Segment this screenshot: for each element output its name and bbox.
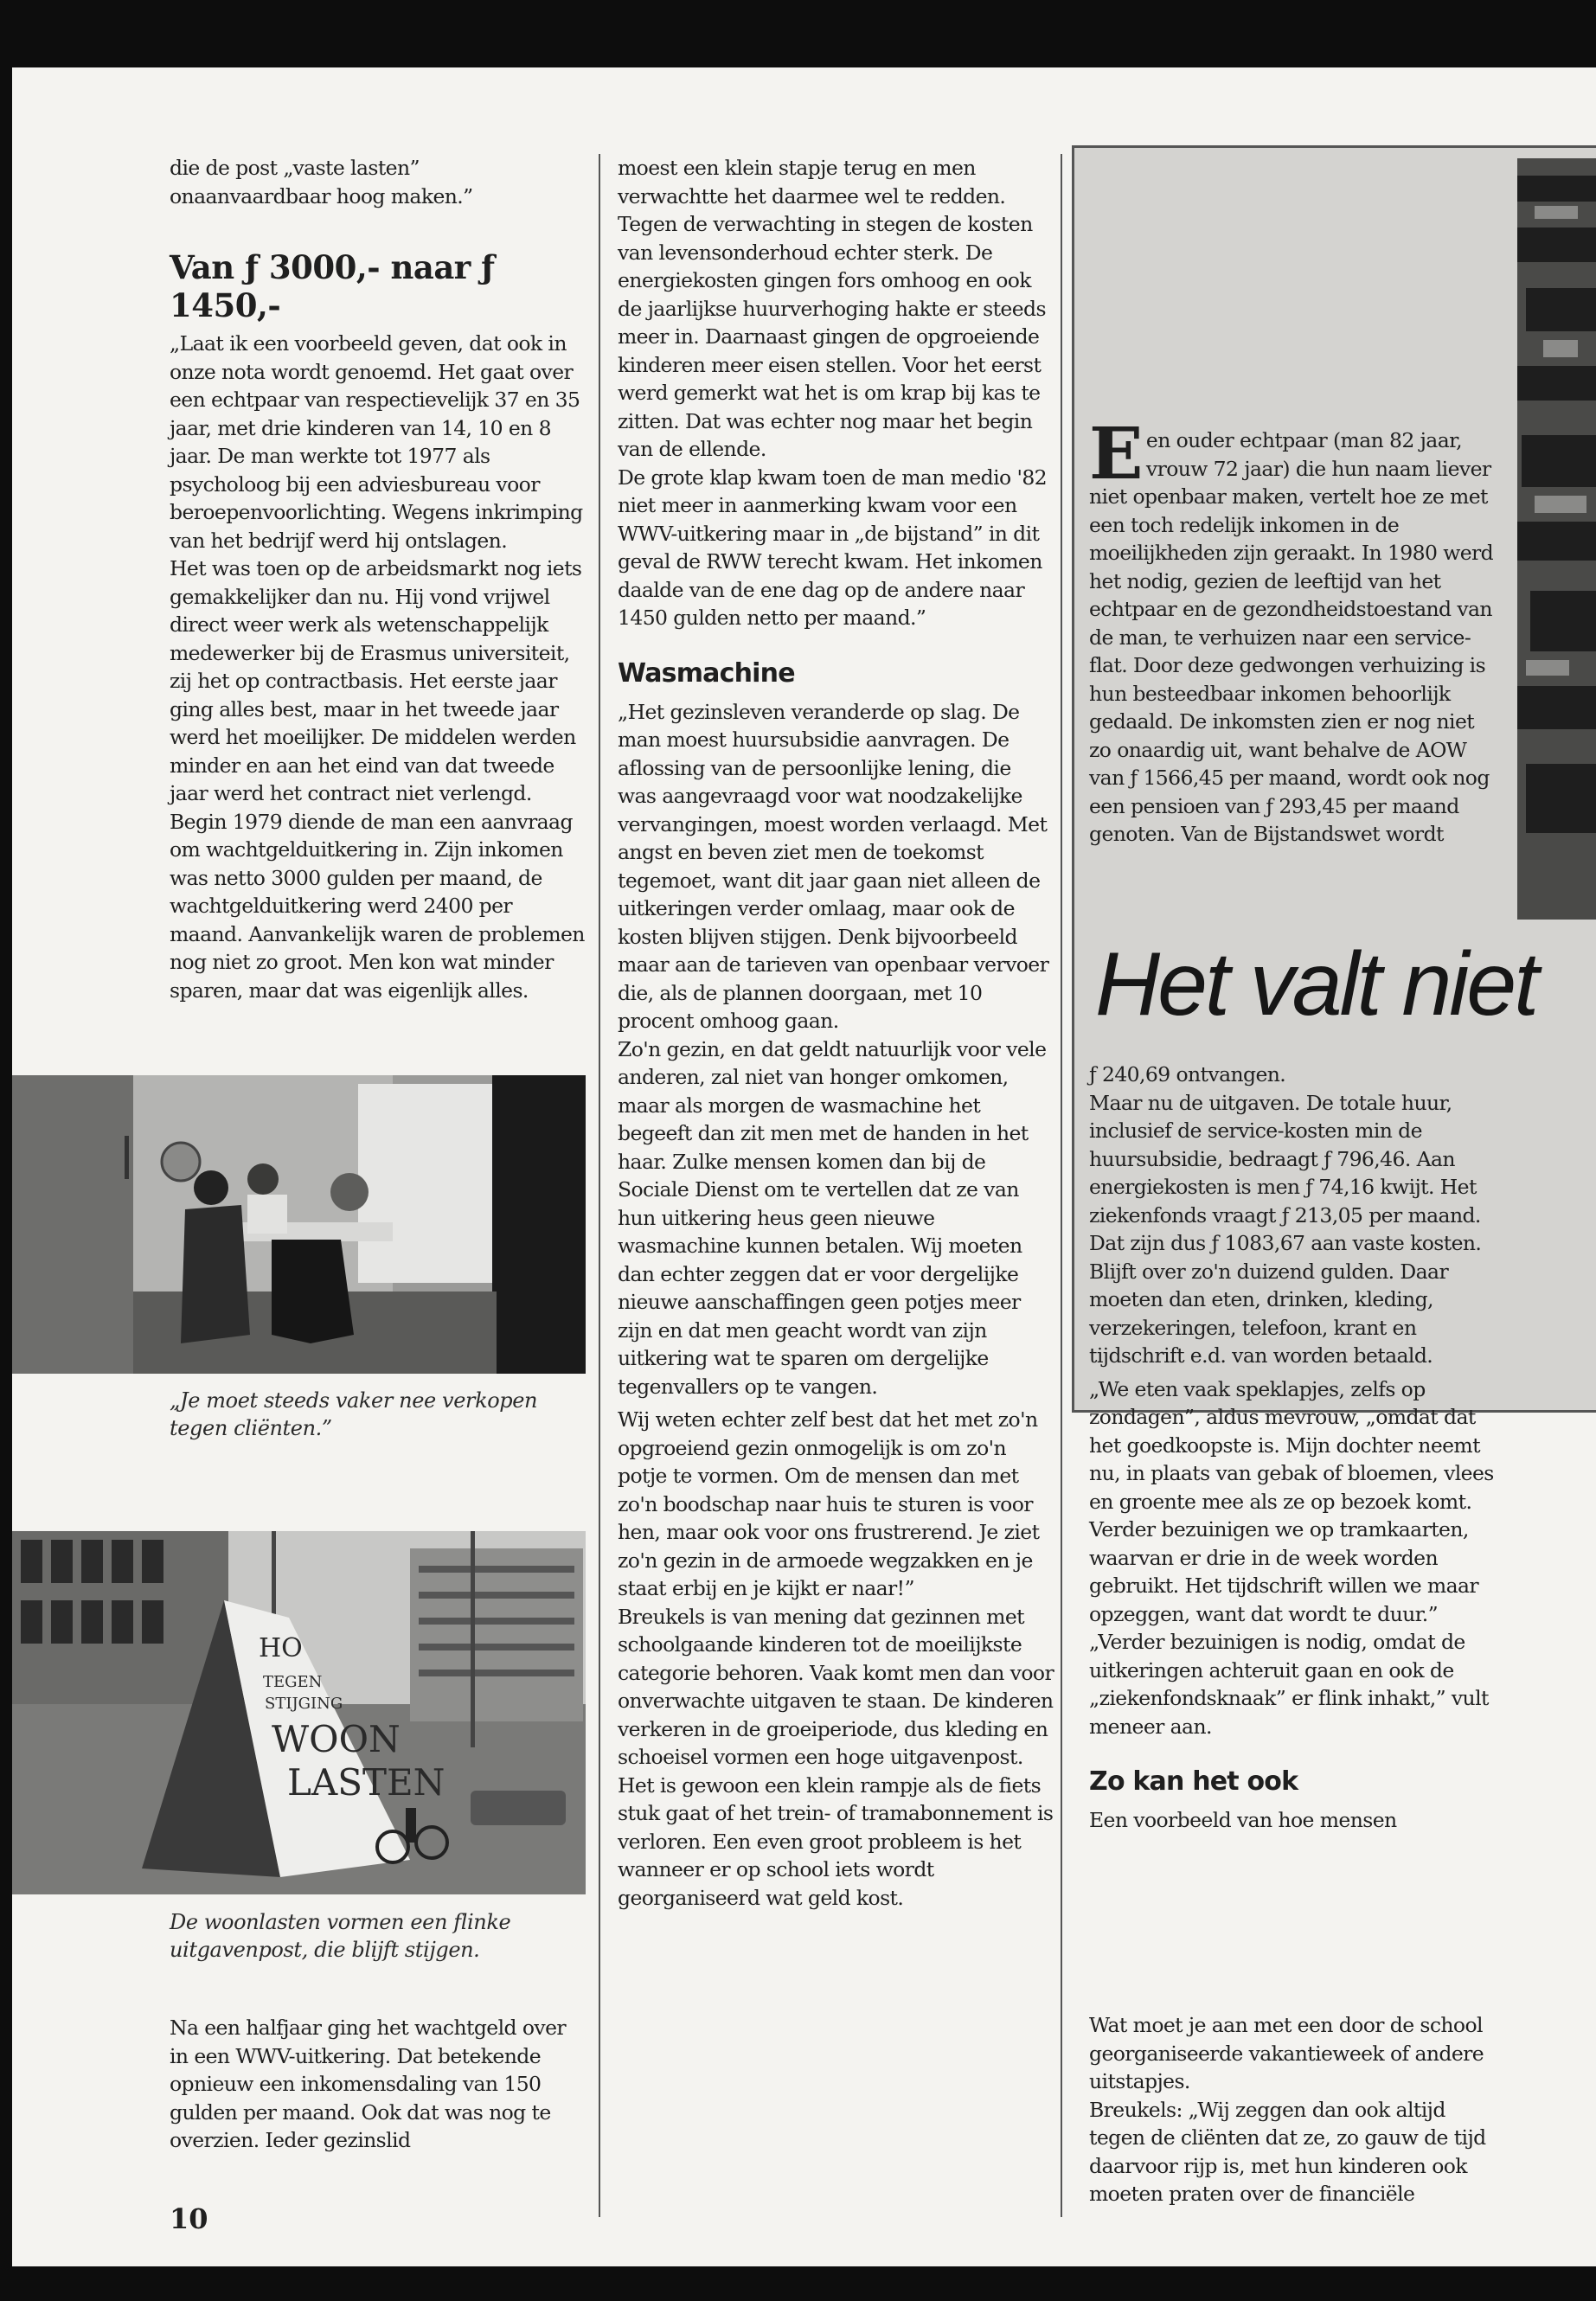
col2-paragraph-3: „Het gezinsleven veranderde op slag. De man moest huursubsidie aanvragen. De aflossing van de persoonlijke lening, die was aangevraagd voor wat noodzakelijke vervangingen, moest worden verlaagd. Met angst en beven ziet men de toekomst tegemoet, want dit jaar gaan niet alleen de uitkeringen verder omlaag, maar ook de kosten blijven stijgen. Denk bijvoorbeeld maar aan de tarieven van openbaar vervoer die, als de plannen doorgaan, met 10 procent omhoog gaan.: [618, 699, 1049, 1033]
sign-text-3: STIJGING: [265, 1695, 343, 1713]
col2-paragraph-1: moest een klein stapje terug en men verwachtte het daarmee wel te redden. Tegen de verwachting in stegen de kosten van levensonderhoud echter sterk. De energiekosten gingen fors omhoog en ook de jaarlijkse huurverhoging hakte er steeds meer in. Daarnaast gingen de opgroeiende kinderen meer eisen stellen. Voor het eerst werd gemerkt wat het is om krap bij kas te zitten. Dat was echter nog maar het begin van de ellende.: [618, 156, 1046, 461]
sign-text-4: WOON: [272, 1718, 401, 1760]
col1-paragraph-3: Het was toen op de arbeidsmarkt nog iets gemakkelijker dan nu. Hij vond vrijwel direct weer werk als wetenschappelijk medewerker bij de Erasmus universiteit, zij het op contractbasis. Het eerste jaar ging alles best, maar in het tweede jaar werd het moeilijker. De middelen werden minder en aan het eind van dat tweede jaar werd het contract niet verlengd.: [170, 556, 582, 805]
column-1: [170, 154, 585, 1004]
sidebar-photo: [1517, 158, 1596, 920]
col3-paragraph-1: Wat moet je aan met een door de school georganiseerde vakantieweek of andere uitstapjes.: [1089, 2013, 1484, 2093]
sign-text-1: HO: [259, 1633, 303, 1663]
sidebar-text-bottom: [1089, 1061, 1496, 1835]
sign-photo-caption: De woonlasten vormen een flinke uitgavenpost, die blijft stijgen.: [170, 1910, 511, 1962]
sidebar-paragraph-3: Maar nu de uitgaven. De totale huur, inclusief de service-kosten min de huursubsidie, bedraagt ƒ 796,46. Aan energiekosten is men ƒ 74,16 kwijt. Het ziekenfonds vraagt ƒ 213,05 per maand. Dat zijn dus ƒ 1083,67 aan vaste kosten. Blijft over zo'n duizend gulden. Daar moeten dan eten, drinken, kleding, verzekeringen, telefoon, krant en tijdschrift e.d. van worden betaald.: [1089, 1090, 1482, 1368]
sidebar-paragraph-1-text: en ouder echtpaar (man 82 jaar, vrouw 72 jaar) die hun naam liever niet openbaar maken, vertelt hoe ze met een toch redelijk inkomen in de moeilijkheden zijn geraakt. In 1980 werd het nodig, gezien de leeftijd van het echtpaar en de gezondheidstoestand van de man, te verhuizen naar een service-flat. Door deze gedwongen verhuizing is hun besteedbaar inkomen behoorlijk gedaald. De inkomsten zien er nog niet zo onaardig uit, want behalve de AOW van ƒ 1566,45 per maand, wordt ook nog een pensioen van ƒ 293,45 per maand genoten. Van de Bijstandswet wordt: [1089, 428, 1494, 846]
sidebar-paragraph-5: Een voorbeeld van hoe mensen: [1089, 1808, 1397, 1832]
sidebar-heading: Zo kan het ook: [1089, 1766, 1298, 1797]
column-2: [618, 154, 1054, 1912]
col2-paragraph-6: Breukels is van mening dat gezinnen met schoolgaande kinderen tot de moeilijkste categorie behoren. Vaak komt men dan voor onverwachte uitgaven te staan. De kinderen verkeren in de groeiperiode, dus kleding en schoeisel vormen een hoge uitgavenpost.: [618, 1604, 1054, 1769]
col2-paragraph-7: Het is gewoon een klein rampje als de fiets stuk gaat of het trein- of tramabonnement is verloren. Een even groot probleem is het wanneer er op school iets wordt georganiseerd wat geld kost.: [618, 1772, 1054, 1910]
protest-sign-photo: [12, 1531, 586, 1894]
col1-heading: Van ƒ 3000,- naar ƒ 1450,-: [170, 248, 495, 324]
column-3: [1089, 2011, 1504, 2208]
sidebar-dropcap: E: [1089, 413, 1143, 496]
col1-paragraph-4: Begin 1979 diende de man een aanvraag om wachtgelduitkering in. Zijn inkomen was netto 3000 gulden per maand, de wachtgelduitkering werd 2400 per maand. Aanvankelijk waren de problemen nog niet zo groot. Men kon wat minder sparen, maar dat was eigenlijk alles.: [170, 809, 585, 1003]
sidebar-title: Het valt niet: [1095, 934, 1537, 1035]
sign-text-2: TEGEN: [263, 1673, 323, 1691]
col2-paragraph-2: De grote klap kwam toen de man medio '82 niet meer in aanmerking kwam voor een WWV-uitkering maar in „de bijstand” in dit geval de RWW terecht kwam. Het inkomen daalde van de ene dag op de andere naar 1450 gulden netto per maand.”: [618, 465, 1048, 630]
col2-paragraph-4: Zo'n gezin, en dat geldt natuurlijk voor vele anderen, zal niet van honger omkomen, maar als morgen de wasmachine het begeeft dan zit men met de handen in het haar. Zulke mensen komen dan bij de Sociale Dienst om te vertellen dat ze van hun uitkering heus geen nieuwe wasmachine kunnen betalen. Wij moeten dan echter zeggen dat er voor dergelijke nieuwe aanschaffingen geen potjes meer zijn en dat men geacht wordt van zijn uitkering wat te sparen om dergelijke tegenvallers op te vangen.: [618, 1036, 1047, 1399]
col1-paragraph-2: „Laat ik een voorbeeld geven, dat ook in onze nota wordt genoemd. Het gaat over een echtpaar van respectievelijk 37 en 35 jaar, met drie kinderen van 14, 10 en 8 jaar. De man werkte tot 1977 als psycholoog bij een adviesbureau voor beroepenvoorlichting. Wegens inkrimping van het bedrijf werd hij ontslagen.: [170, 331, 583, 553]
magazine-page: [12, 67, 1596, 2266]
sidebar-paragraph-4: „We eten vaak speklapjes, zelfs op zondagen”, aldus mevrouw, „omdat dat het goedkoopste is. Mijn dochter neemt nu, in plaats van gebak of bloemen, vlees en groente mee als ze op bezoek komt. Verder bezuinigen we op tramkaarten, waarvan er drie in de week worden gebruikt. Het tijdschrift willen we maar opzeggen, want dat wordt te duur.” „Verder bezuinigen is nodig, omdat de uitkeringen achteruit gaan en ook de „ziekenfondsknaak” er flink inhakt,” vult meneer aan.: [1089, 1376, 1494, 1739]
col2-paragraph-5: Wij weten echter zelf best dat het met zo'n opgroeiend gezin onmogelijk is om zo'n potje te vormen. Om de mensen dan met zo'n boodschap naar huis te sturen is voor hen, maar ook voor ons frustrerend. Je ziet zo'n gezin in de armoede wegzakken en je staat erbij en je kijkt er naar!”: [618, 1407, 1040, 1600]
sidebar-paragraph-1: [1089, 413, 1496, 849]
column-1-bottom: [170, 2014, 585, 2155]
column-rule-2: [1061, 154, 1062, 2217]
sidebar-paragraph-2: ƒ 240,69 ontvangen.: [1089, 1062, 1286, 1086]
page-number: 10: [170, 2202, 208, 2235]
sign-text-5: LASTEN: [287, 1761, 445, 1804]
office-photo: [12, 1075, 586, 1374]
col2-heading: Wasmachine: [618, 657, 795, 689]
column-rule-1: [599, 154, 600, 2217]
col3-paragraph-2: Breukels: „Wij zeggen dan ook altijd tegen de cliënten dat ze, zo gauw de tijd daarvoor rijp is, met hun kinderen ook moeten praten over de financiële: [1089, 2097, 1486, 2206]
office-photo-caption: „Je moet steeds vaker nee verkopen tegen cliënten.”: [170, 1388, 538, 1440]
col1-paragraph-5: Na een halfjaar ging het wachtgeld over in een WWV-uitkering. Dat betekende opnieuw een inkomensdaling van 150 gulden per maand. Ook dat was nog te overzien. Ieder gezinslid: [170, 2016, 567, 2152]
col1-paragraph-1: die de post „vaste lasten” onaanvaardbaar hoog maken.”: [170, 156, 473, 208]
sidebar-text-top: [1089, 413, 1496, 849]
